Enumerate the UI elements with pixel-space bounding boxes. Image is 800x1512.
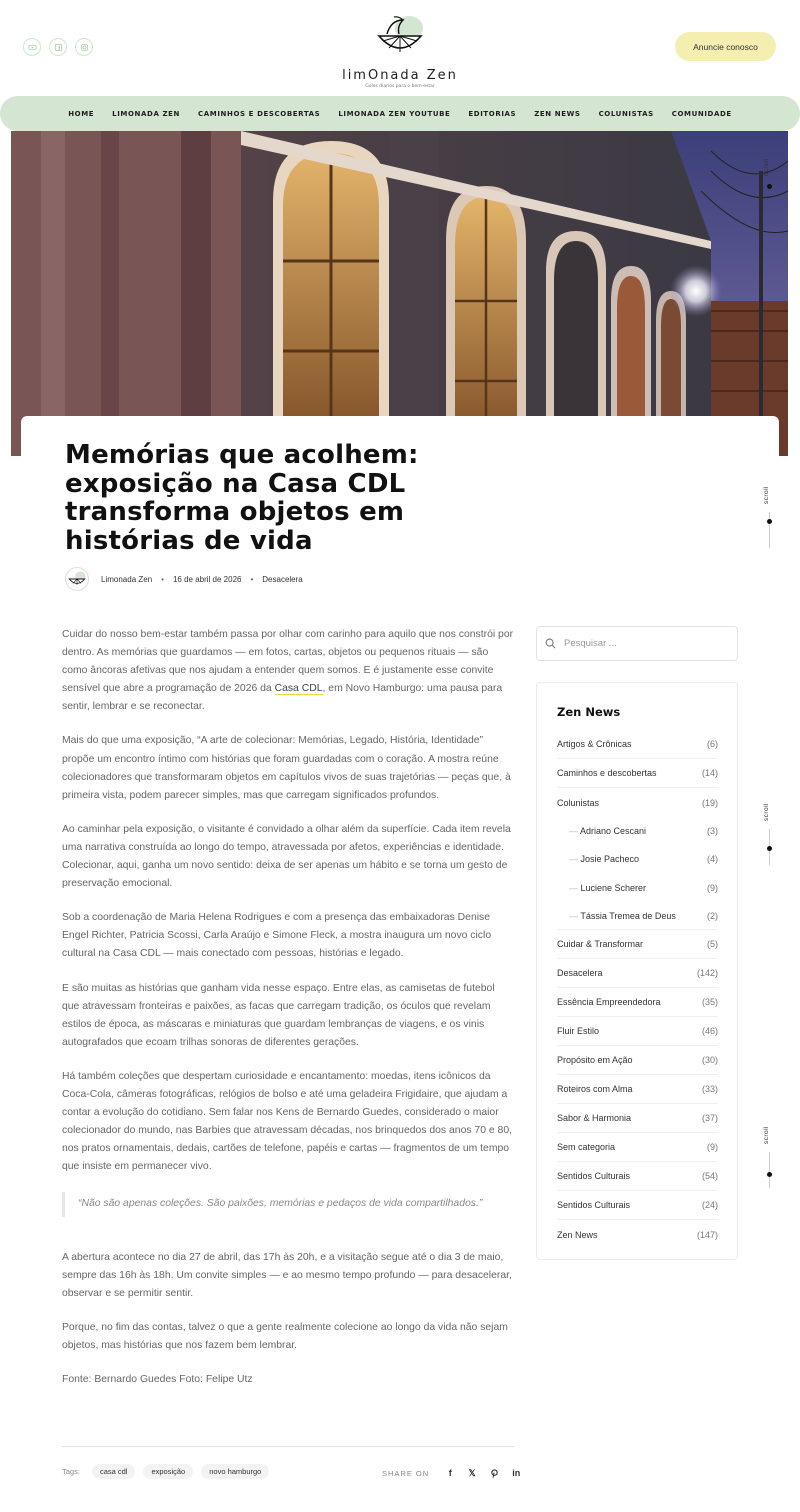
nav-item-limonada-zen[interactable]: LIMONADA ZEN	[112, 109, 181, 118]
article-paragraph: E são muitas as histórias que ganham vida nesse espaço. Entre elas, as camisetas de futebol que atravessam fronteiras e paixões, as facas que carregam tradição, os óculos que revelam estilos de época, as máscaras e miniaturas que guardam lembranças de viagens, e os vinis autografados que ecoam trilhas sonoras de diferentes gerações.	[62, 982, 495, 1048]
share-label: SHARE ON	[382, 1468, 430, 1478]
post-title: Memórias que acolhem: exposição na Casa CDL transforma objetos em histórias de vida	[65, 440, 419, 556]
meta-separator: •	[161, 574, 164, 584]
nav-item-youtube[interactable]: LIMONADA ZEN YOUTUBE	[338, 109, 451, 118]
logo-text: limOnada Zen	[342, 68, 458, 83]
facebook-icon[interactable]: f	[448, 1468, 452, 1478]
scroll-label: scroll	[763, 1126, 770, 1145]
scroll-dot	[767, 184, 772, 189]
scroll-indicator-hero	[763, 158, 777, 228]
nav-item-caminhos[interactable]: CAMINHOS E DESCOBERTAS	[198, 109, 321, 118]
post-date: 16 de abril de 2026	[172, 574, 242, 584]
scroll-label: scroll	[763, 486, 770, 505]
category-item[interactable]: Sentidos Culturais (24)	[557, 1191, 718, 1220]
article-source: Fonte: Bernardo Guedes Foto: Felipe Utz	[62, 1374, 253, 1385]
nav-item-editorias[interactable]: EDITORIAS	[468, 109, 517, 118]
article-quote: “Não são apenas coleções. São paixões, memórias e pedaços de vida compartilhados.”	[62, 1192, 514, 1216]
subcategory-item[interactable]: — Luciene Scherer (9)	[557, 874, 718, 902]
search-box	[536, 626, 738, 661]
casa-cdl-link[interactable]: Casa CDL	[274, 683, 323, 695]
post-category[interactable]: Desacelera	[262, 574, 303, 584]
article-divider	[62, 1446, 514, 1447]
tag-exposicao[interactable]: exposição	[143, 1464, 193, 1479]
scroll-indicator-low	[763, 1126, 777, 1188]
article-paragraph: Há também coleções que despertam curiosidade e encantamento: moedas, itens icônicos da Coca-Cola, câmeras fotográficas, relógios de bolso e até uma geladeira Frigidaire, que ajudam a contar a evolução do cotidiano. Sem falar nos Kens de Bernardo Guedes, considerado o maior colecionador do mundo, nas Barbies que atravessam décadas, nos brinquedos dos anos 70 e 80, nos pratos ornamentais, dedais, cartões de telefone, papéis e cartas — fragmentos de um tempo que insiste em permanecer vivo.	[62, 1070, 512, 1173]
scroll-label: scroll	[763, 803, 770, 822]
instagram-icon[interactable]	[75, 38, 93, 56]
zen-news-widget	[536, 682, 738, 1260]
category-item[interactable]: Sem categoria (9)	[557, 1133, 718, 1162]
article-body	[62, 626, 514, 1405]
tag-casa-cdl[interactable]: casa cdl	[92, 1464, 136, 1479]
scroll-dot	[767, 1172, 772, 1177]
subcategory-item[interactable]: — Josie Pacheco (4)	[557, 845, 718, 873]
category-item[interactable]: Zen News (147)	[557, 1229, 718, 1240]
category-item[interactable]: Colunistas (19)	[557, 797, 718, 808]
site-logo[interactable]	[335, 12, 465, 89]
nav-item-comunidade[interactable]: COMUNIDADE	[671, 109, 732, 118]
category-item[interactable]: Roteiros com Alma (33)	[557, 1075, 718, 1104]
category-item[interactable]: Sentidos Culturais (54)	[557, 1162, 718, 1191]
tag-novo-hamburgo[interactable]: novo hamburgo	[201, 1464, 269, 1479]
scroll-indicator-mid	[763, 803, 777, 865]
tags-label: Tags:	[62, 1467, 80, 1476]
category-item[interactable]: Desacelera (142)	[557, 959, 718, 988]
post-meta	[65, 567, 303, 591]
category-item[interactable]: Propósito em Ação (30)	[557, 1046, 718, 1075]
post-author[interactable]: Limonada Zen	[101, 574, 153, 584]
logo-tagline: Goles diarios para o bem-estar	[365, 84, 435, 89]
share-bar	[382, 1465, 527, 1481]
hero-image	[11, 131, 788, 456]
main-nav	[0, 96, 800, 131]
linkedin-icon[interactable]: in	[512, 1468, 521, 1478]
advertise-button[interactable]: Anuncie conosco	[675, 32, 776, 61]
pinterest-icon[interactable]	[483, 1465, 505, 1481]
meta-separator: •	[250, 574, 254, 584]
widget-title: Zen News	[557, 705, 621, 719]
article-paragraph: Porque, no fim das contas, talvez o que a gente realmente colecione ao longo da vida não sejam objetos, mas histórias que nos fazem bem lembrar.	[62, 1321, 508, 1351]
nav-item-colunistas[interactable]: COLUNISTAS	[598, 109, 654, 118]
scroll-line	[769, 512, 770, 548]
facebook-icon[interactable]	[49, 38, 67, 56]
article-paragraph: A abertura acontece no dia 27 de abril, das 17h às 20h, e a visitação segue até o dia 3 de maio, sempre das 16h às 18h. Um convite simples — e ao mesmo tempo profundo — para desacelerar, observar e se permitir sentir.	[62, 1251, 512, 1299]
category-item[interactable]: Caminhos e descobertas (14)	[557, 759, 718, 788]
article-paragraph: Sob a coordenação de Maria Helena Rodrigues e com a presença das embaixadoras Denise Engel Richter, Patricia Scossi, Carla Araújo e Simone Fleck, a mostra inaugura um novo ciclo cultural na Casa CDL — mais conectado com pessoas, histórias e legado.	[62, 912, 492, 960]
post-tags	[62, 1464, 277, 1479]
category-list	[557, 730, 718, 1249]
lemon-logo-icon	[373, 14, 427, 58]
subcategory-item[interactable]: — Tássia Tremea de Deus (2)	[557, 902, 718, 930]
nav-item-home[interactable]: HOME	[68, 109, 95, 118]
site-header	[0, 0, 800, 96]
x-icon[interactable]: 𝕏	[468, 1467, 476, 1478]
scroll-line	[769, 1152, 770, 1188]
scroll-dot	[767, 846, 772, 851]
article-paragraph: Cuidar do nosso bem-estar também passa por olhar com carinho para aquilo que nos constrói por dentro. As memórias que guardamos — em fotos, cartas, objetos ou pequenos rituais — são como âncoras afetivas que nos ajudam a entender quem somos. E é justamente esse convite sensível que abre a programação de 2026 da Casa CDL, em Novo Hamburgo: uma pausa para sentir, lembrar e se reconectar.	[62, 629, 514, 713]
scroll-indicator-title	[763, 486, 777, 548]
search-input[interactable]	[564, 638, 724, 649]
category-item[interactable]: Artigos & Crônicas (6)	[557, 730, 718, 759]
scroll-dot	[767, 519, 772, 524]
category-item[interactable]: Essência Empreendedora (35)	[557, 988, 718, 1017]
article-paragraph: Mais do que uma exposição, “A arte de colecionar: Memórias, Legado, História, Identidade” propõe um encontro íntimo com histórias que foram guardadas com o coração. A mostra reúne colecionadores que transformaram objetos em capítulos vivos de suas trajetórias — peças que, à primeira vista, podem parecer simples, mas que carregam significados profundos.	[62, 735, 511, 801]
scroll-label: scroll	[763, 158, 770, 177]
social-links	[23, 38, 93, 56]
article-paragraph: Ao caminhar pela exposição, o visitante é convidado a olhar além da superfície. Cada item revela uma narrativa construída ao longo do tempo, atravessada por afetos, experiências e identidade. Colecionar, aqui, ganha um novo sentido: deixa de ser apenas um hábito e se torna um gesto de preservação emocional.	[62, 823, 511, 890]
nav-item-zen-news[interactable]: ZEN NEWS	[534, 109, 581, 118]
subcategory-item[interactable]: — Adriano Cescani (3)	[557, 817, 718, 845]
youtube-icon[interactable]	[23, 38, 41, 56]
search-icon	[545, 638, 556, 649]
category-item[interactable]: Cuidar & Transformar (5)	[557, 930, 718, 959]
category-item[interactable]: Sabor & Harmonia (37)	[557, 1104, 718, 1133]
author-avatar[interactable]	[65, 567, 89, 591]
category-item[interactable]: Fluir Estilo (46)	[557, 1017, 718, 1046]
